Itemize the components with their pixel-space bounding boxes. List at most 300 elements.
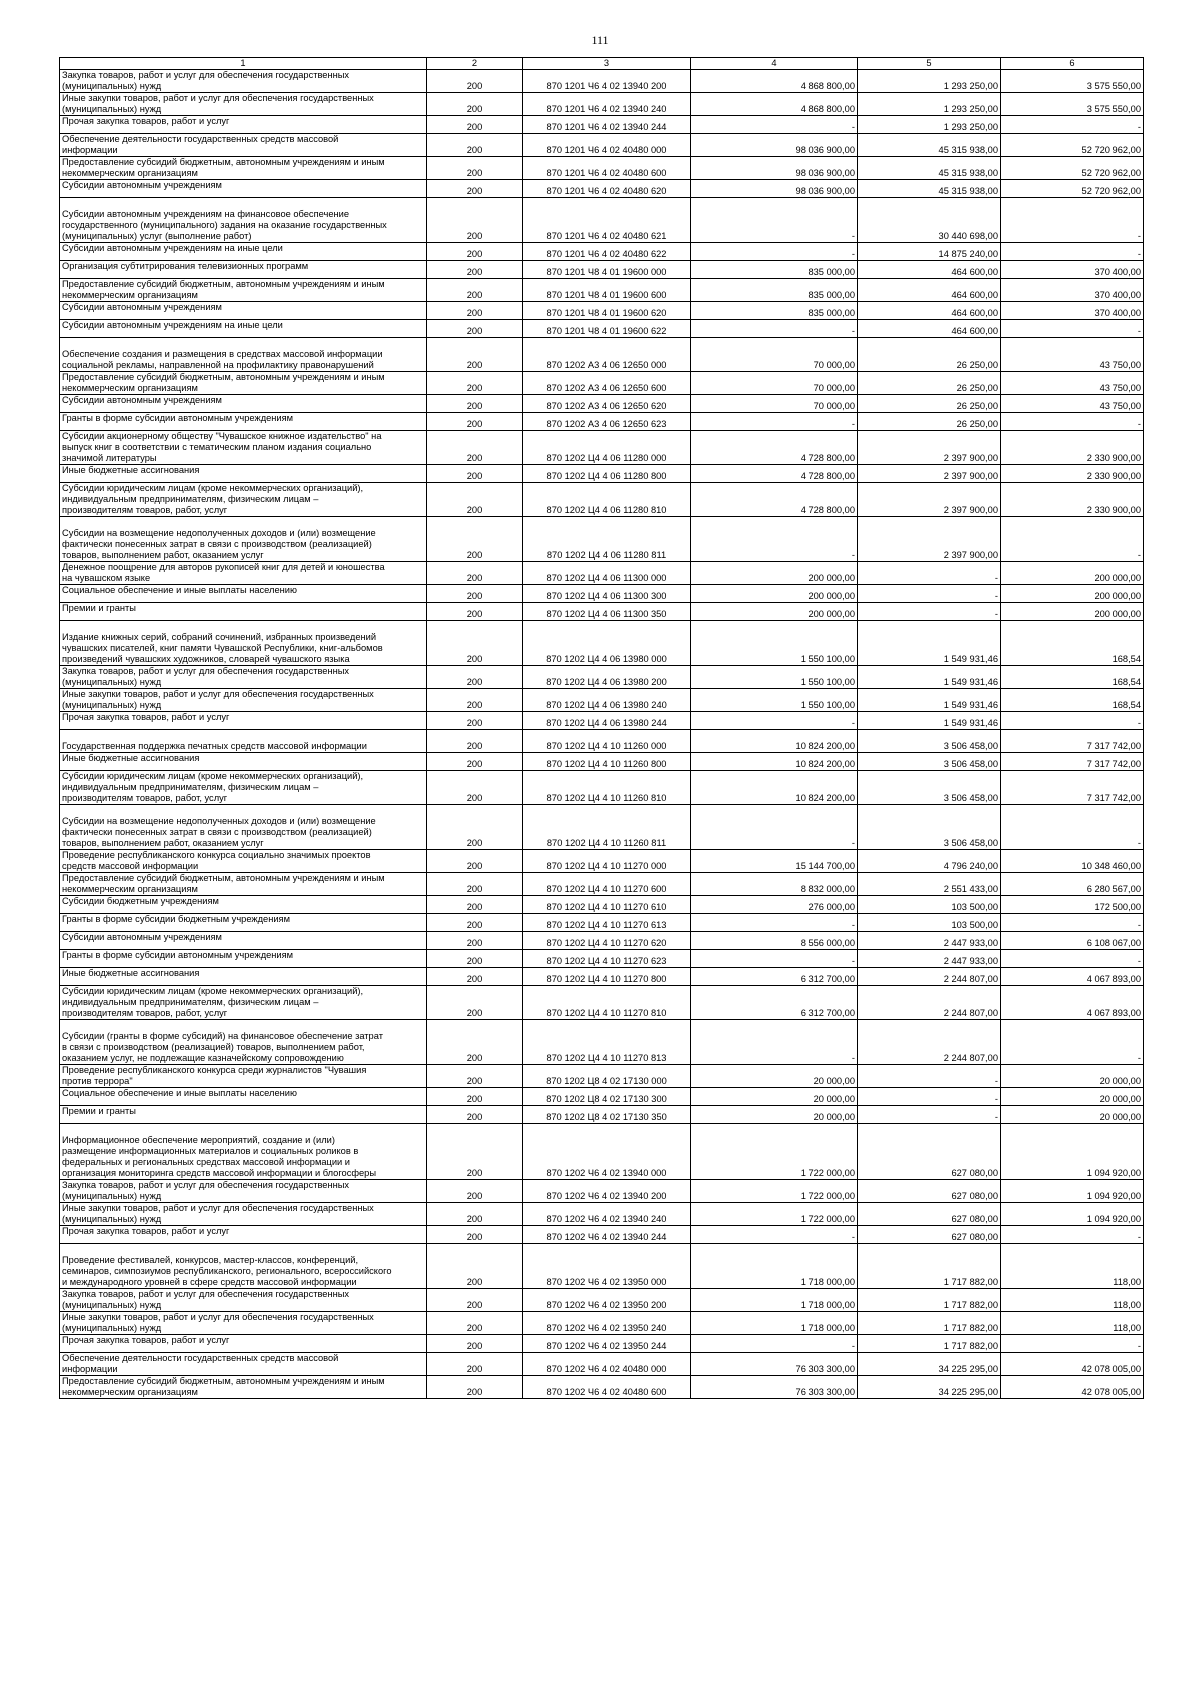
row-unexecuted-cell: - (1001, 198, 1144, 243)
row-budget-code-cell: 870 1201 Ч6 4 02 40480 621 (523, 198, 691, 243)
row-executed-cell: 627 080,00 (858, 1226, 1001, 1244)
row-name-cell: Иные бюджетные ассигнования (60, 465, 427, 483)
row-line-code-cell: 200 (427, 116, 523, 134)
table-row (60, 730, 1144, 753)
table-row (60, 1088, 1144, 1106)
row-unexecuted-cell: 200 000,00 (1001, 562, 1144, 585)
row-unexecuted-cell: - (1001, 805, 1144, 850)
row-approved-cell: 70 000,00 (691, 338, 858, 372)
row-name-cell: Закупка товаров, работ и услуг для обеспечения государственных (муниципальных) нужд (60, 666, 427, 689)
row-budget-code-cell: 870 1202 Ц4 4 10 11260 800 (523, 753, 691, 771)
table-row (60, 93, 1144, 116)
table-row (60, 621, 1144, 666)
row-budget-code-cell: 870 1201 Ч6 4 02 40480 000 (523, 134, 691, 157)
row-budget-code-cell: 870 1202 Ц4 4 10 11270 620 (523, 932, 691, 950)
row-executed-cell: 2 397 900,00 (858, 517, 1001, 562)
row-line-code-cell: 200 (427, 1020, 523, 1065)
row-name-cell: Прочая закупка товаров, работ и услуг (60, 1335, 427, 1353)
table-row (60, 261, 1144, 279)
column-header: 6 (1001, 58, 1144, 70)
table-row (60, 465, 1144, 483)
row-budget-code-cell: 870 1202 А3 4 06 12650 623 (523, 413, 691, 431)
row-executed-cell: 2 447 933,00 (858, 932, 1001, 950)
row-name-cell: Иные закупки товаров, работ и услуг для обеспечения государственных (муниципальных) нужд (60, 1312, 427, 1335)
row-executed-cell: 2 244 807,00 (858, 968, 1001, 986)
table-row (60, 1180, 1144, 1203)
row-name-cell: Премии и гранты (60, 1106, 427, 1124)
row-budget-code-cell: 870 1202 Ц4 4 06 13980 200 (523, 666, 691, 689)
row-executed-cell: 34 225 295,00 (858, 1353, 1001, 1376)
table-row (60, 413, 1144, 431)
row-name-cell: Субсидии автономным учреждениям на иные цели (60, 320, 427, 338)
row-name-cell: Проведение республиканского конкурса социально значимых проектов средств массовой информации (60, 850, 427, 873)
row-line-code-cell: 200 (427, 896, 523, 914)
row-approved-cell: 20 000,00 (691, 1065, 858, 1088)
row-budget-code-cell: 870 1202 Ц8 4 02 17130 000 (523, 1065, 691, 1088)
row-budget-code-cell: 870 1202 Ч6 4 02 13940 000 (523, 1124, 691, 1180)
row-executed-cell: 45 315 938,00 (858, 180, 1001, 198)
row-line-code-cell: 200 (427, 1376, 523, 1399)
row-executed-cell: 3 506 458,00 (858, 771, 1001, 805)
row-approved-cell: 10 824 200,00 (691, 753, 858, 771)
row-approved-cell: 1 722 000,00 (691, 1203, 858, 1226)
row-unexecuted-cell: 52 720 962,00 (1001, 180, 1144, 198)
row-approved-cell: - (691, 198, 858, 243)
row-executed-cell: 1 549 931,46 (858, 712, 1001, 730)
row-name-cell: Гранты в форме субсидии автономным учреждениям (60, 413, 427, 431)
row-approved-cell: 8 832 000,00 (691, 873, 858, 896)
table-row (60, 431, 1144, 465)
row-budget-code-cell: 870 1202 Ц4 4 10 11260 810 (523, 771, 691, 805)
table-row (60, 873, 1144, 896)
row-line-code-cell: 200 (427, 338, 523, 372)
row-approved-cell: - (691, 1335, 858, 1353)
row-budget-code-cell: 870 1202 А3 4 06 12650 620 (523, 395, 691, 413)
column-header: 4 (691, 58, 858, 70)
row-unexecuted-cell: 52 720 962,00 (1001, 134, 1144, 157)
row-approved-cell: 4 868 800,00 (691, 70, 858, 93)
row-budget-code-cell: 870 1202 Ц4 4 10 11270 813 (523, 1020, 691, 1065)
row-line-code-cell: 200 (427, 1335, 523, 1353)
row-executed-cell: 1 717 882,00 (858, 1244, 1001, 1289)
row-approved-cell: 4 728 800,00 (691, 431, 858, 465)
row-line-code-cell: 200 (427, 1106, 523, 1124)
row-approved-cell: 4 728 800,00 (691, 465, 858, 483)
row-name-cell: Обеспечение создания и размещения в средствах массовой информации социальной рекламы, направленной на профилактику правонарушений (60, 338, 427, 372)
row-budget-code-cell: 870 1202 Ц4 4 10 11270 000 (523, 850, 691, 873)
row-line-code-cell: 200 (427, 968, 523, 986)
row-name-cell: Субсидии автономным учреждениям (60, 932, 427, 950)
row-executed-cell: 2 397 900,00 (858, 465, 1001, 483)
row-line-code-cell: 200 (427, 372, 523, 395)
row-name-cell: Субсидии автономным учреждениям (60, 302, 427, 320)
row-approved-cell: - (691, 914, 858, 932)
row-line-code-cell: 200 (427, 850, 523, 873)
table-row (60, 1203, 1144, 1226)
row-line-code-cell: 200 (427, 1353, 523, 1376)
row-approved-cell: 98 036 900,00 (691, 180, 858, 198)
row-line-code-cell: 200 (427, 261, 523, 279)
row-unexecuted-cell: 2 330 900,00 (1001, 431, 1144, 465)
row-name-cell: Субсидии автономным учреждениям на иные цели (60, 243, 427, 261)
row-executed-cell: 627 080,00 (858, 1180, 1001, 1203)
row-name-cell: Проведение республиканского конкурса среди журналистов "Чувашия против террора" (60, 1065, 427, 1088)
row-line-code-cell: 200 (427, 413, 523, 431)
row-budget-code-cell: 870 1202 Ц4 4 10 11260 811 (523, 805, 691, 850)
row-budget-code-cell: 870 1202 Ц4 4 06 11280 800 (523, 465, 691, 483)
row-approved-cell: 1 722 000,00 (691, 1124, 858, 1180)
row-line-code-cell: 200 (427, 302, 523, 320)
row-line-code-cell: 200 (427, 562, 523, 585)
table-row (60, 603, 1144, 621)
row-unexecuted-cell: - (1001, 413, 1144, 431)
row-name-cell: Предоставление субсидий бюджетным, автономным учреждениям и иным некоммерческим организациям (60, 157, 427, 180)
row-approved-cell: - (691, 950, 858, 968)
row-unexecuted-cell: 20 000,00 (1001, 1088, 1144, 1106)
row-name-cell: Обеспечение деятельности государственных средств массовой информации (60, 1353, 427, 1376)
row-budget-code-cell: 870 1202 Ц4 4 10 11270 613 (523, 914, 691, 932)
row-name-cell: Премии и гранты (60, 603, 427, 621)
row-unexecuted-cell: 118,00 (1001, 1289, 1144, 1312)
row-unexecuted-cell: 4 067 893,00 (1001, 986, 1144, 1020)
row-approved-cell: 98 036 900,00 (691, 134, 858, 157)
table-row (60, 666, 1144, 689)
row-budget-code-cell: 870 1202 Ц4 4 06 11300 300 (523, 585, 691, 603)
row-approved-cell: 8 556 000,00 (691, 932, 858, 950)
table-row (60, 1065, 1144, 1088)
table-row (60, 850, 1144, 873)
row-budget-code-cell: 870 1201 Ч8 4 01 19600 622 (523, 320, 691, 338)
row-budget-code-cell: 870 1202 А3 4 06 12650 000 (523, 338, 691, 372)
row-budget-code-cell: 870 1202 Ц4 4 10 11270 800 (523, 968, 691, 986)
row-name-cell: Проведение фестивалей, конкурсов, мастер-классов, конференций, семинаров, симпозиумов республиканского, регионального, всероссийского и международного уровней в сфере средств массовой информации (60, 1244, 427, 1289)
row-budget-code-cell: 870 1202 Ч6 4 02 13950 240 (523, 1312, 691, 1335)
column-header: 1 (60, 58, 427, 70)
row-line-code-cell: 200 (427, 712, 523, 730)
table-row (60, 1244, 1144, 1289)
table-row (60, 986, 1144, 1020)
row-unexecuted-cell: 1 094 920,00 (1001, 1124, 1144, 1180)
row-budget-code-cell: 870 1202 Ч6 4 02 13940 244 (523, 1226, 691, 1244)
row-approved-cell: 76 303 300,00 (691, 1353, 858, 1376)
row-executed-cell: 2 244 807,00 (858, 1020, 1001, 1065)
row-executed-cell: 3 506 458,00 (858, 753, 1001, 771)
row-approved-cell: 1 550 100,00 (691, 666, 858, 689)
row-executed-cell: 1 293 250,00 (858, 93, 1001, 116)
row-unexecuted-cell: - (1001, 1020, 1144, 1065)
row-executed-cell: - (858, 562, 1001, 585)
table-row (60, 1376, 1144, 1399)
table-row (60, 70, 1144, 93)
table-row (60, 968, 1144, 986)
table-row (60, 372, 1144, 395)
table-row (60, 932, 1144, 950)
row-unexecuted-cell: 7 317 742,00 (1001, 753, 1144, 771)
row-line-code-cell: 200 (427, 431, 523, 465)
row-unexecuted-cell: 7 317 742,00 (1001, 771, 1144, 805)
table-row (60, 1353, 1144, 1376)
row-name-cell: Гранты в форме субсидии бюджетным учреждениям (60, 914, 427, 932)
row-name-cell: Организация субтитрирования телевизионных программ (60, 261, 427, 279)
row-approved-cell: 4 868 800,00 (691, 93, 858, 116)
table-row (60, 134, 1144, 157)
row-line-code-cell: 200 (427, 1226, 523, 1244)
row-budget-code-cell: 870 1201 Ч6 4 02 40480 600 (523, 157, 691, 180)
row-unexecuted-cell: 2 330 900,00 (1001, 465, 1144, 483)
row-unexecuted-cell: 2 330 900,00 (1001, 483, 1144, 517)
row-name-cell: Субсидии юридическим лицам (кроме некоммерческих организаций), индивидуальным предпринимателям, физическим лицам – производителям товаров, работ, услуг (60, 986, 427, 1020)
row-name-cell: Социальное обеспечение и иные выплаты населению (60, 585, 427, 603)
row-budget-code-cell: 870 1202 Ц4 4 10 11270 623 (523, 950, 691, 968)
row-executed-cell: 103 500,00 (858, 914, 1001, 932)
table-row (60, 395, 1144, 413)
row-executed-cell: 1 717 882,00 (858, 1289, 1001, 1312)
row-budget-code-cell: 870 1202 Ц4 4 06 11280 810 (523, 483, 691, 517)
table-row (60, 1226, 1144, 1244)
table-row (60, 1106, 1144, 1124)
row-approved-cell: 76 303 300,00 (691, 1376, 858, 1399)
row-unexecuted-cell: 43 750,00 (1001, 372, 1144, 395)
row-name-cell: Субсидии на возмещение недополученных доходов и (или) возмещение фактически понесенных затрат в связи с производством (реализацией) товаров, выполнением работ, оказанием услуг (60, 517, 427, 562)
row-unexecuted-cell: 200 000,00 (1001, 585, 1144, 603)
row-line-code-cell: 200 (427, 395, 523, 413)
row-line-code-cell: 200 (427, 1088, 523, 1106)
row-name-cell: Иные закупки товаров, работ и услуг для обеспечения государственных (муниципальных) нужд (60, 1203, 427, 1226)
row-unexecuted-cell: 168,54 (1001, 689, 1144, 712)
row-executed-cell: 45 315 938,00 (858, 157, 1001, 180)
row-name-cell: Субсидии автономным учреждениям на финансовое обеспечение государственного (муниципального) задания на оказание государственных (муниципальных) услуг (выполнение работ) (60, 198, 427, 243)
row-unexecuted-cell: 20 000,00 (1001, 1065, 1144, 1088)
row-name-cell: Социальное обеспечение и иные выплаты населению (60, 1088, 427, 1106)
row-line-code-cell: 200 (427, 986, 523, 1020)
row-name-cell: Иные бюджетные ассигнования (60, 753, 427, 771)
row-approved-cell: 200 000,00 (691, 585, 858, 603)
row-approved-cell: 835 000,00 (691, 302, 858, 320)
row-name-cell: Прочая закупка товаров, работ и услуг (60, 116, 427, 134)
row-unexecuted-cell: 3 575 550,00 (1001, 93, 1144, 116)
row-unexecuted-cell: 43 750,00 (1001, 395, 1144, 413)
row-unexecuted-cell: - (1001, 1335, 1144, 1353)
row-budget-code-cell: 870 1202 Ц8 4 02 17130 300 (523, 1088, 691, 1106)
row-line-code-cell: 200 (427, 93, 523, 116)
row-line-code-cell: 200 (427, 320, 523, 338)
row-unexecuted-cell: 168,54 (1001, 666, 1144, 689)
row-line-code-cell: 200 (427, 666, 523, 689)
row-executed-cell: 464 600,00 (858, 279, 1001, 302)
row-executed-cell: 34 225 295,00 (858, 1376, 1001, 1399)
row-executed-cell: 464 600,00 (858, 261, 1001, 279)
column-header: 3 (523, 58, 691, 70)
row-name-cell: Субсидии на возмещение недополученных доходов и (или) возмещение фактически понесенных затрат в связи с производством (реализацией) товаров, выполнением работ, оказанием услуг (60, 805, 427, 850)
row-line-code-cell: 200 (427, 243, 523, 261)
row-unexecuted-cell: 1 094 920,00 (1001, 1203, 1144, 1226)
row-approved-cell: - (691, 116, 858, 134)
row-name-cell: Закупка товаров, работ и услуг для обеспечения государственных (муниципальных) нужд (60, 1289, 427, 1312)
row-line-code-cell: 200 (427, 1289, 523, 1312)
row-budget-code-cell: 870 1202 Ц8 4 02 17130 350 (523, 1106, 691, 1124)
row-executed-cell: 3 506 458,00 (858, 730, 1001, 753)
row-unexecuted-cell: 370 400,00 (1001, 261, 1144, 279)
row-line-code-cell: 200 (427, 517, 523, 562)
row-name-cell: Субсидии (гранты в форме субсидий) на финансовое обеспечение затрат в связи с производством (реализацией) товаров, выполнением работ, оказанием услуг, не подлежащие казначейскому сопровождению (60, 1020, 427, 1065)
page-number: 111 (591, 33, 609, 47)
row-unexecuted-cell: - (1001, 1226, 1144, 1244)
row-executed-cell: 26 250,00 (858, 338, 1001, 372)
row-budget-code-cell: 870 1202 Ц4 4 06 11280 811 (523, 517, 691, 562)
row-executed-cell: - (858, 585, 1001, 603)
table-row (60, 483, 1144, 517)
row-executed-cell: - (858, 603, 1001, 621)
row-budget-code-cell: 870 1202 Ч6 4 02 13950 200 (523, 1289, 691, 1312)
row-unexecuted-cell: 200 000,00 (1001, 603, 1144, 621)
row-budget-code-cell: 870 1202 Ч6 4 02 40480 600 (523, 1376, 691, 1399)
row-executed-cell: 2 244 807,00 (858, 986, 1001, 1020)
row-unexecuted-cell: 370 400,00 (1001, 279, 1144, 302)
row-name-cell: Прочая закупка товаров, работ и услуг (60, 1226, 427, 1244)
row-approved-cell: - (691, 413, 858, 431)
row-unexecuted-cell: 4 067 893,00 (1001, 968, 1144, 986)
row-line-code-cell: 200 (427, 771, 523, 805)
row-executed-cell: - (858, 1088, 1001, 1106)
row-line-code-cell: 200 (427, 198, 523, 243)
row-line-code-cell: 200 (427, 603, 523, 621)
row-executed-cell: 26 250,00 (858, 372, 1001, 395)
table-row (60, 805, 1144, 850)
row-name-cell: Субсидии юридическим лицам (кроме некоммерческих организаций), индивидуальным предпринимателям, физическим лицам – производителям товаров, работ, услуг (60, 771, 427, 805)
table-row (60, 562, 1144, 585)
row-line-code-cell: 200 (427, 1244, 523, 1289)
row-line-code-cell: 200 (427, 1065, 523, 1088)
row-name-cell: Закупка товаров, работ и услуг для обеспечения государственных (муниципальных) нужд (60, 70, 427, 93)
row-approved-cell: 98 036 900,00 (691, 157, 858, 180)
row-name-cell: Иные закупки товаров, работ и услуг для обеспечения государственных (муниципальных) нужд (60, 93, 427, 116)
row-approved-cell: 1 550 100,00 (691, 621, 858, 666)
row-budget-code-cell: 870 1201 Ч8 4 01 19600 620 (523, 302, 691, 320)
row-approved-cell: - (691, 320, 858, 338)
table-row (60, 198, 1144, 243)
row-unexecuted-cell: 370 400,00 (1001, 302, 1144, 320)
row-approved-cell: 200 000,00 (691, 603, 858, 621)
row-executed-cell: 627 080,00 (858, 1124, 1001, 1180)
row-line-code-cell: 200 (427, 753, 523, 771)
row-approved-cell: 6 312 700,00 (691, 968, 858, 986)
row-unexecuted-cell: 6 280 567,00 (1001, 873, 1144, 896)
row-approved-cell: - (691, 517, 858, 562)
row-budget-code-cell: 870 1201 Ч6 4 02 13940 200 (523, 70, 691, 93)
row-executed-cell: 1 549 931,46 (858, 666, 1001, 689)
row-budget-code-cell: 870 1202 Ц4 4 06 11300 350 (523, 603, 691, 621)
row-name-cell: Информационное обеспечение мероприятий, создание и (или) размещение информационных материалов и социальных роликов в федеральных и региональных средствах массовой информации и организация мониторинга средств массовой информации и блогосферы (60, 1124, 427, 1180)
row-budget-code-cell: 870 1201 Ч6 4 02 40480 620 (523, 180, 691, 198)
row-budget-code-cell: 870 1202 Ч6 4 02 40480 000 (523, 1353, 691, 1376)
row-approved-cell: - (691, 712, 858, 730)
row-unexecuted-cell: 20 000,00 (1001, 1106, 1144, 1124)
table-body (60, 70, 1144, 1399)
table-row (60, 712, 1144, 730)
row-approved-cell: 4 728 800,00 (691, 483, 858, 517)
row-unexecuted-cell: 42 078 005,00 (1001, 1376, 1144, 1399)
row-budget-code-cell: 870 1202 Ц4 4 10 11270 610 (523, 896, 691, 914)
row-executed-cell: 14 875 240,00 (858, 243, 1001, 261)
row-line-code-cell: 200 (427, 689, 523, 712)
row-budget-code-cell: 870 1202 Ч6 4 02 13940 240 (523, 1203, 691, 1226)
table-row (60, 517, 1144, 562)
row-unexecuted-cell: 10 348 460,00 (1001, 850, 1144, 873)
row-executed-cell: 1 293 250,00 (858, 70, 1001, 93)
budget-table (59, 57, 1144, 1399)
row-unexecuted-cell: 43 750,00 (1001, 338, 1144, 372)
row-approved-cell: 20 000,00 (691, 1106, 858, 1124)
row-unexecuted-cell: - (1001, 950, 1144, 968)
row-unexecuted-cell: 1 094 920,00 (1001, 1180, 1144, 1203)
row-budget-code-cell: 870 1201 Ч6 4 02 13940 244 (523, 116, 691, 134)
table-row (60, 243, 1144, 261)
table-row (60, 320, 1144, 338)
row-name-cell: Государственная поддержка печатных средств массовой информации (60, 730, 427, 753)
table-row (60, 771, 1144, 805)
table-row (60, 302, 1144, 320)
row-line-code-cell: 200 (427, 1203, 523, 1226)
row-budget-code-cell: 870 1202 Ч6 4 02 13940 200 (523, 1180, 691, 1203)
row-line-code-cell: 200 (427, 180, 523, 198)
row-executed-cell: 45 315 938,00 (858, 134, 1001, 157)
table-row (60, 896, 1144, 914)
row-line-code-cell: 200 (427, 1180, 523, 1203)
table-row (60, 753, 1144, 771)
row-line-code-cell: 200 (427, 279, 523, 302)
row-approved-cell: 70 000,00 (691, 372, 858, 395)
row-executed-cell: 2 447 933,00 (858, 950, 1001, 968)
row-name-cell: Иные закупки товаров, работ и услуг для обеспечения государственных (муниципальных) нужд (60, 689, 427, 712)
row-executed-cell: 1 717 882,00 (858, 1335, 1001, 1353)
row-executed-cell: 3 506 458,00 (858, 805, 1001, 850)
row-budget-code-cell: 870 1202 Ц4 4 06 13980 244 (523, 712, 691, 730)
table-row (60, 180, 1144, 198)
table-row (60, 279, 1144, 302)
row-name-cell: Субсидии бюджетным учреждениям (60, 896, 427, 914)
row-executed-cell: 4 796 240,00 (858, 850, 1001, 873)
row-approved-cell: 1 550 100,00 (691, 689, 858, 712)
row-unexecuted-cell: - (1001, 914, 1144, 932)
row-line-code-cell: 200 (427, 873, 523, 896)
row-unexecuted-cell: 118,00 (1001, 1312, 1144, 1335)
row-approved-cell: 70 000,00 (691, 395, 858, 413)
row-name-cell: Денежное поощрение для авторов рукописей книг для детей и юношества на чувашском языке (60, 562, 427, 585)
table-row (60, 585, 1144, 603)
row-executed-cell: 30 440 698,00 (858, 198, 1001, 243)
row-executed-cell: 26 250,00 (858, 395, 1001, 413)
row-approved-cell: - (691, 805, 858, 850)
row-executed-cell: 103 500,00 (858, 896, 1001, 914)
row-executed-cell: 464 600,00 (858, 320, 1001, 338)
table-row (60, 1124, 1144, 1180)
table-row (60, 116, 1144, 134)
row-line-code-cell: 200 (427, 932, 523, 950)
row-name-cell: Иные бюджетные ассигнования (60, 968, 427, 986)
row-line-code-cell: 200 (427, 730, 523, 753)
row-executed-cell: 464 600,00 (858, 302, 1001, 320)
row-executed-cell: 1 549 931,46 (858, 689, 1001, 712)
row-line-code-cell: 200 (427, 914, 523, 932)
row-name-cell: Субсидии автономным учреждениям (60, 180, 427, 198)
row-budget-code-cell: 870 1202 Ц4 4 06 11300 000 (523, 562, 691, 585)
row-line-code-cell: 200 (427, 1312, 523, 1335)
table-row (60, 1312, 1144, 1335)
row-executed-cell: 1 293 250,00 (858, 116, 1001, 134)
row-executed-cell: 2 397 900,00 (858, 483, 1001, 517)
row-name-cell: Субсидии акционерному обществу "Чувашское книжное издательство" на выпуск книг в соответствии с тематическим планом издания социально значимой литературы (60, 431, 427, 465)
row-executed-cell: - (858, 1065, 1001, 1088)
